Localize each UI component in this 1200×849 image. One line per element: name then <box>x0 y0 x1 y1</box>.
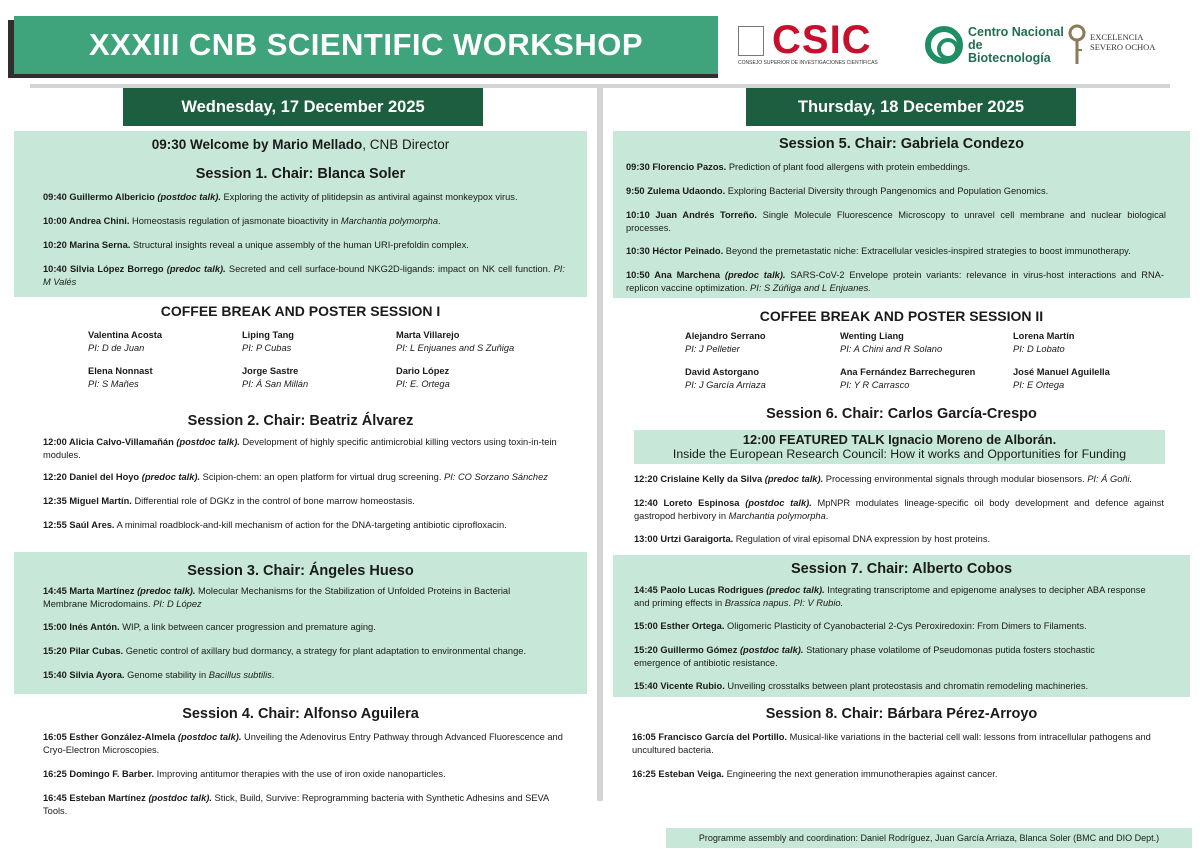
talk-speaker: Inés Antón. <box>69 622 120 632</box>
talk-time: 9:50 <box>626 186 648 196</box>
cnb-ring-icon <box>925 26 963 64</box>
poster-presenter: Dario López <box>396 366 450 376</box>
talk-item <box>43 792 565 817</box>
talk-title: Unveiling crosstalks between plant proteostasis and chromatin remodeling machineries. <box>724 681 1089 691</box>
talk-title: Secreted and cell surface-bound NKG2D-ligands: impact on NK cell function. <box>225 264 551 274</box>
poster-pi: PI: Y R Carrasco <box>840 379 910 390</box>
talk-time: 12:35 <box>43 496 70 506</box>
poster-item <box>242 329 294 354</box>
talk-item <box>634 473 1174 486</box>
talk-pi: PI: CO Sorzano Sánchez <box>444 472 548 482</box>
talk-speaker: Ana Marchena <box>654 270 721 280</box>
talk-title: Development of highly specific antimicrobial killing vectors using toxin-in-tein modules. <box>43 437 557 460</box>
talk-speaker: Loreto Espinosa <box>663 498 740 508</box>
poster-item <box>840 366 975 391</box>
poster-item <box>685 330 766 355</box>
session5-title: Session 5. Chair: Gabriela Condezo <box>779 136 1024 152</box>
poster-presenter: Marta Villarejo <box>396 330 460 340</box>
talk-title: Genome stability in <box>124 670 207 680</box>
talk-time: 15:40 <box>43 670 70 680</box>
poster-pi: PI: J Pelletier <box>685 343 740 354</box>
talk-title: Single Molecule Fluorescence Microscopy to unravel cell membrane and nuclear biological processes. <box>626 210 1166 233</box>
talk-title: A minimal roadblock-and-kill mechanism of action for the DNA-targeting antibiotic ciprofloxacin. <box>114 520 507 530</box>
poster-presenter: Jorge Sastre <box>242 366 299 376</box>
talk-item <box>43 645 583 658</box>
talk-time: 15:40 <box>634 681 661 691</box>
poster-pi: PI: D de Juan <box>88 342 145 353</box>
talk-speaker: Vicente Rubio. <box>660 681 725 691</box>
talk-speaker: Guillermo Albericio <box>69 192 155 202</box>
talk-item <box>43 436 583 461</box>
talk-title: Improving antitumor therapies with the use of iron oxide nanoparticles. <box>154 769 446 779</box>
poster-pi: PI: J García Arriaza <box>685 379 766 390</box>
severo-ochoa-logo: EXCELENCIA SEVERO OCHOA <box>1068 24 1168 68</box>
poster-pi: PI: D Lobato <box>1013 343 1065 354</box>
species-name: Marchantia polymorpha <box>340 216 438 226</box>
cnb-logo: Centro Nacional de Biotecnología <box>925 24 1065 68</box>
talk-title: Structural insights reveal a unique assembly of the human URI-prefoldin complex. <box>130 240 469 250</box>
talk-type: (postdoc talk). <box>157 192 221 202</box>
talk-item: 15:40 Silvia Ayora. Genome stability in Bacillus subtilis. <box>43 670 275 680</box>
talk-time: 10:00 <box>43 216 70 226</box>
session2-title: Session 2. Chair: Beatriz Álvarez <box>187 413 414 429</box>
talk-time: 10:10 <box>626 210 656 220</box>
talk-item: 14:45 Paolo Lucas Rodrigues (predoc talk). Integrating transcriptome and epigenome analyses to decipher ABA response and priming effects in Brassica napus. PI: V Rubio. <box>634 585 1146 608</box>
talk-pi: PI: V Rubio. <box>793 597 844 608</box>
csic-logo: CSIC CONSEJO SUPERIOR DE INVESTIGACIONES CIENTÍFICAS <box>738 18 878 66</box>
talk-item <box>634 680 1174 693</box>
talk-time: 13:00 <box>634 534 661 544</box>
talk-time: 15:00 <box>634 621 661 631</box>
talk-time: 10:40 <box>43 264 70 274</box>
talk-item <box>43 191 583 204</box>
poster-pi: PI: E Ortega <box>1013 379 1065 390</box>
talk-type: (predoc talk). <box>166 264 226 274</box>
talk-item <box>43 471 591 484</box>
talk-speaker: Esther Ortega. <box>660 621 725 631</box>
poster-item <box>88 365 153 390</box>
talk-pi: PI: M Valés <box>43 264 565 287</box>
talk-title: Homeostasis regulation of jasmonate bioactivity in <box>129 216 339 226</box>
talk-speaker: Esteban Veiga. <box>658 769 724 779</box>
talk-item <box>43 495 583 508</box>
species-name: Marchantia polymorpha <box>728 510 826 521</box>
talk-item <box>43 731 588 756</box>
talk-title: Differential role of DGKz in the control of bone marrow homeostasis. <box>131 496 415 506</box>
talk-speaker: Daniel del Hoyo <box>69 472 140 482</box>
talk-time: 10:50 <box>626 270 655 280</box>
poster-pi: PI: P Cubas <box>242 342 292 353</box>
species-name: Brassica napus <box>724 597 789 608</box>
talk-speaker: Alicia Calvo-Villamañán <box>69 437 174 447</box>
talk-speaker: Crislaine Kelly da Silva <box>660 474 763 484</box>
poster-pi: PI: A Chini and R Solano <box>840 343 943 354</box>
poster-item <box>1013 366 1110 391</box>
talk-item <box>43 519 583 532</box>
talk-pi: PI: D López <box>153 598 202 609</box>
talk-speaker: Marta Martínez <box>69 586 135 596</box>
talk-speaker: Silvia Ayora. <box>69 670 125 680</box>
talk-item <box>626 185 1166 198</box>
talk-title: Prediction of plant food allergens with protein embeddings. <box>726 162 971 172</box>
talk-item <box>43 239 583 252</box>
talk-time: 15:20 <box>43 646 70 656</box>
talk-time: 12:20 <box>43 472 70 482</box>
session4-title: Session 4. Chair: Alfonso Aguilera <box>182 706 419 722</box>
poster-item <box>685 366 766 391</box>
talk-speaker: Francisco García del Portillo. <box>658 732 788 742</box>
talk-title: Engineering the next generation immunotherapies against cancer. <box>724 769 998 779</box>
talk-title: Stationary phase volatilome of Pseudomonas putida fosters stochastic emergence of antibiotic resistance. <box>634 645 1095 668</box>
talk-time: 15:00 <box>43 622 70 632</box>
talk-title: Unveiling the Adenovirus Entry Pathway through Advanced Fluorescence and Cryo-Electron Microscopies. <box>43 732 563 755</box>
poster-pi: PI: Á San Millán <box>242 378 309 389</box>
talk-title: Regulation of viral episomal DNA expression by host proteins. <box>733 534 991 544</box>
talk-item <box>632 731 1172 756</box>
talk-speaker: Marina Serna. <box>69 240 131 250</box>
poster-presenter: Alejandro Serrano <box>685 331 766 341</box>
poster-presenter: David Astorgano <box>685 367 760 377</box>
talk-pi: PI: Á Goñi. <box>1087 474 1133 484</box>
talk-speaker: Miguel Martín. <box>69 496 132 506</box>
talk-title: Stick, Build, Survive: Reprogramming bacteria with Synthetic Adhesins and SEVA Tools. <box>43 793 549 816</box>
poster-pi: PI: E. Ortega <box>396 378 450 389</box>
talk-speaker: Domingo F. Barber. <box>69 769 155 779</box>
talk-title: MpNPR modulates lineage-specific oil body development and defence against gastropod herbivory in <box>634 498 1164 521</box>
talk-speaker: Pilar Cubas. <box>69 646 124 656</box>
talk-time: 16:05 <box>632 732 659 742</box>
talk-time: 12:00 <box>43 437 70 447</box>
column-divider <box>597 88 603 801</box>
talk-type: (postdoc talk). <box>745 498 812 508</box>
talk-speaker: Silvia López Borrego <box>69 264 164 274</box>
poster-pi: PI: L Enjuanes and S Zuñiga <box>396 342 515 353</box>
workshop-title: XXXIII CNB SCIENTIFIC WORKSHOP <box>14 16 718 74</box>
talk-speaker: Paolo Lucas Rodrigues <box>660 585 764 595</box>
talk-title: Processing environmental signals through modular biosensors. <box>823 474 1085 484</box>
poster-presenter: Lorena Martín <box>1013 331 1075 341</box>
talk-type: (predoc talk). <box>724 270 786 280</box>
talk-time: 16:45 <box>43 793 70 803</box>
talk-item <box>634 533 1174 546</box>
talk-title: Exploring the activity of plitidepsin as antiviral against monkeypox virus. <box>220 192 518 202</box>
talk-item <box>626 161 1166 174</box>
poster-presenter: Liping Tang <box>242 330 294 340</box>
featured-talk: 12:00 FEATURED TALK Ignacio Moreno de Alborán. Inside the European Research Council: How it works and Opportunities for Funding <box>634 430 1165 464</box>
welcome-line: 09:30 Welcome by Mario Mellado, CNB Director <box>151 137 450 152</box>
poster-presenter: Elena Nonnast <box>88 366 153 376</box>
poster-item <box>396 329 514 354</box>
coffee-break-1-title: COFFEE BREAK AND POSTER SESSION I <box>160 303 441 319</box>
talk-type: (postdoc talk). <box>177 732 242 742</box>
talk-title: Molecular Mechanisms for the Stabilization of Unfolded Proteins in Bacterial Membrane Microdomains. <box>43 586 511 609</box>
talk-speaker: Esther González-Almela <box>69 732 176 742</box>
talk-time: 15:20 <box>634 645 661 655</box>
talk-title: WIP, a link between cancer progression and premature aging. <box>119 622 376 632</box>
talk-time: 14:45 <box>43 586 70 596</box>
poster-item <box>396 365 450 390</box>
programme-credits: Programme assembly and coordination: Daniel Rodríguez, Juan García Arriaza, Blanca Soler (BMC and DIO Dept.) <box>666 828 1192 848</box>
session8-title: Session 8. Chair: Bárbara Pérez-Arroyo <box>765 706 1038 722</box>
poster-presenter: Wenting Liang <box>840 331 904 341</box>
poster-item <box>88 329 162 354</box>
talk-time: 12:55 <box>43 520 70 530</box>
day1-header: Wednesday, 17 December 2025 <box>123 88 483 126</box>
severo-ochoa-emblem-icon <box>1068 24 1086 66</box>
talk-speaker: Andrea Chini. <box>69 216 130 226</box>
talk-speaker: Florencio Pazos. <box>652 162 727 172</box>
poster-presenter: José Manuel Aguilella <box>1013 367 1110 377</box>
talk-item <box>43 263 565 288</box>
poster-presenter: Valentina Acosta <box>88 330 163 340</box>
talk-title: SARS-CoV-2 Envelope protein variants: relevance in virus-host interactions and RNA-replicon vaccine optimization. <box>626 270 1164 293</box>
talk-item <box>634 644 1140 669</box>
session7-title: Session 7. Chair: Alberto Cobos <box>790 561 1013 577</box>
csic-emblem-icon <box>738 26 764 56</box>
talk-item <box>43 768 583 781</box>
talk-title: Scipion-chem: an open platform for virtual drug screening. <box>200 472 442 482</box>
poster-item <box>1013 330 1074 355</box>
talk-time: 12:20 <box>634 474 661 484</box>
talk-type: (postdoc talk). <box>176 437 240 447</box>
talk-item <box>634 620 1174 633</box>
talk-item <box>632 768 1172 781</box>
poster-item <box>242 365 308 390</box>
day2-header: Thursday, 18 December 2025 <box>746 88 1076 126</box>
talk-title: Oligomeric Plasticity of Cyanobacterial 2-Cys Peroxiredoxin: From Dimers to Filaments. <box>724 621 1087 631</box>
poster-presenter: Ana Fernández Barrecheguren <box>840 367 976 377</box>
talk-type: (postdoc talk). <box>148 793 212 803</box>
talk-pi: PI: S Zúñiga and L Enjuanes. <box>750 282 871 293</box>
talk-type: (predoc talk). <box>137 586 196 596</box>
talk-item: 12:40 Loreto Espinosa (postdoc talk). MpNPR modulates lineage-specific oil body development and defence against gastropod herbivory in Marchantia polymorpha. <box>634 498 1164 521</box>
talk-type: (predoc talk). <box>764 474 824 484</box>
talk-time: 14:45 <box>634 585 661 595</box>
talk-item <box>43 621 583 634</box>
session6-title: Session 6. Chair: Carlos García-Crespo <box>766 406 1037 422</box>
talk-title: Exploring Bacterial Diversity through Pangenomics and Population Genomics. <box>725 186 1049 196</box>
talk-type: (predoc talk). <box>766 585 825 595</box>
session1-title: Session 1. Chair: Blanca Soler <box>195 166 406 182</box>
talk-speaker: Zulema Udaondo. <box>647 186 726 196</box>
talk-speaker: Urtzi Garaigorta. <box>660 534 734 544</box>
talk-time: 10:30 <box>626 246 653 256</box>
talk-type: (predoc talk). <box>141 472 201 482</box>
talk-time: 16:25 <box>632 769 659 779</box>
talk-time: 10:20 <box>43 240 70 250</box>
talk-speaker: Guillermo Gómez <box>660 645 738 655</box>
talk-title: Musical-like variations in the bacterial cell wall: lessons from intracellular pathogens and uncultured bacteria. <box>632 732 1151 755</box>
talk-title: Genetic control of axillary bud dormancy, a strategy for plant adaptation to environmental change. <box>123 646 527 656</box>
talk-item <box>626 209 1166 234</box>
talk-title: Integrating transcriptome and epigenome analyses to decipher ABA response and priming effects in <box>634 585 1146 608</box>
talk-speaker: Héctor Peinado. <box>652 246 724 256</box>
session3-title: Session 3. Chair: Ángeles Hueso <box>187 563 414 579</box>
talk-item <box>626 245 1171 258</box>
poster-pi: PI: S Mañes <box>88 378 139 389</box>
talk-type: (postdoc talk). <box>739 645 804 655</box>
talk-time: 12:40 <box>634 498 664 508</box>
talk-time: 16:25 <box>43 769 70 779</box>
talk-time: 09:30 <box>626 162 653 172</box>
species-name: Bacillus subtilis <box>208 670 272 680</box>
talk-speaker: Saúl Ares. <box>69 520 115 530</box>
talk-speaker: Esteban Martínez <box>69 793 146 803</box>
poster-item <box>840 330 942 355</box>
talk-item <box>626 269 1164 294</box>
talk-time: 09:40 <box>43 192 70 202</box>
talk-title: Beyond the premetastatic niche: Extracellular vesicles-inspired strategies to boost immunotherapy. <box>723 246 1131 256</box>
coffee-break-2-title: COFFEE BREAK AND POSTER SESSION II <box>759 308 1044 324</box>
talk-item: 10:00 Andrea Chini. Homeostasis regulation of jasmonate bioactivity in Marchantia polymorpha. <box>43 216 441 226</box>
talk-time: 16:05 <box>43 732 70 742</box>
talk-item <box>43 585 533 610</box>
talk-speaker: Juan Andrés Torreño. <box>655 210 758 220</box>
